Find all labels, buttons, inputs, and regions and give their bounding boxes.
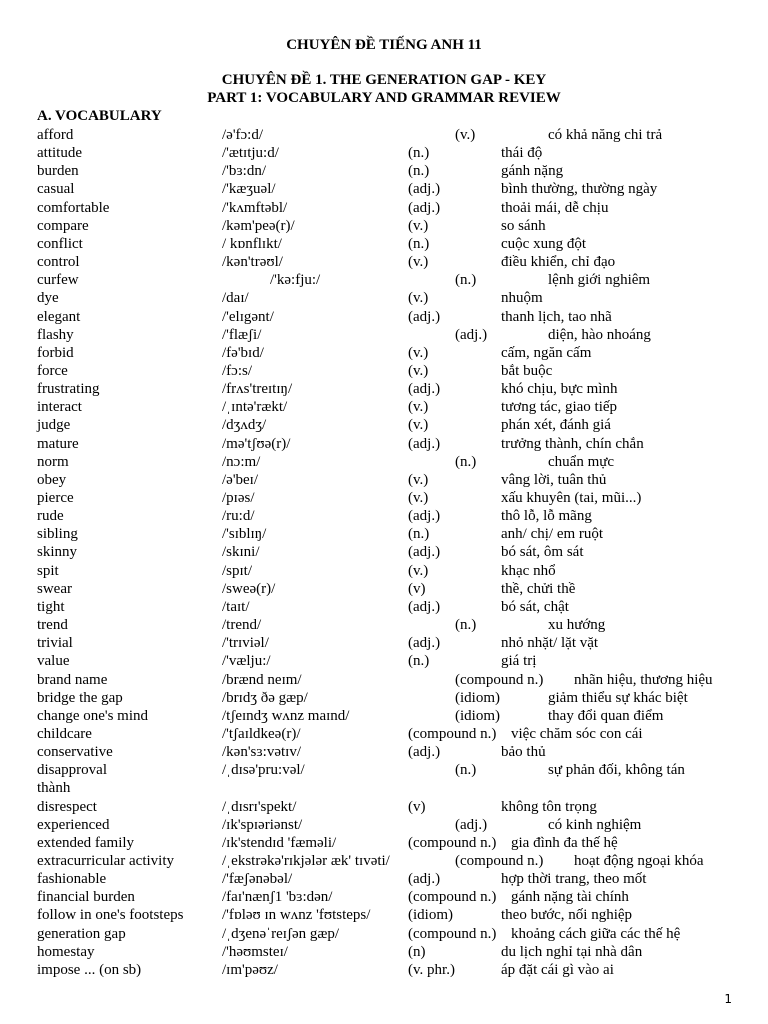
vocab-meaning: thô lỗ, lỗ mãng — [501, 508, 592, 525]
vocab-type: (n.) — [408, 653, 430, 670]
vocab-word: judge — [37, 417, 71, 434]
vocab-ipa: /ˌdɪsə'pru:vəl/ — [222, 762, 305, 779]
vocab-word: control — [37, 254, 80, 271]
doc-subtitle: CHUYÊN ĐỀ 1. THE GENERATION GAP - KEY — [221, 72, 547, 88]
vocab-ipa: /dʒʌdʒ/ — [222, 417, 267, 434]
vocab-entry — [0, 671, 768, 689]
vocab-word: flashy — [37, 326, 74, 343]
vocab-meaning: xấu khuyên (tai, mũi...) — [501, 490, 642, 506]
vocab-meaning: thề, chửi thề — [501, 580, 576, 597]
vocab-entry — [0, 362, 768, 380]
vocab-type: (compound n.) — [408, 725, 497, 742]
vocab-meaning: so sánh — [501, 217, 546, 234]
vocab-meaning: điều khiển, chỉ đạo — [501, 254, 616, 271]
vocab-entry — [0, 652, 768, 670]
vocab-type: (adj.) — [408, 598, 441, 615]
vocab-ipa: /ˌekstrəkə'rɪkjələr æk' tɪvəti/ — [222, 853, 390, 869]
vocab-meaning: việc chăm sóc con cái — [511, 725, 643, 742]
vocab-meaning: anh/ chị/ em ruột — [501, 526, 604, 543]
vocab-word: elegant — [37, 308, 81, 325]
vocab-type: (v. phr.) — [408, 961, 455, 978]
vocab-ipa: /kəm'peə(r)/ — [222, 217, 295, 234]
vocab-word: conservative — [37, 744, 113, 761]
vocab-meaning: bó sát, chật — [501, 598, 569, 615]
vocab-entry — [0, 326, 768, 344]
vocab-word: fashionable — [37, 871, 107, 888]
vocab-meaning: diện, hào nhoáng — [548, 326, 651, 343]
vocab-meaning: thay đổi quan điểm — [548, 707, 664, 724]
vocab-ipa: /ˌɪntə'rækt/ — [222, 399, 288, 416]
vocab-ipa: /'kʌmftəbl/ — [222, 199, 288, 216]
vocab-entry — [0, 761, 768, 779]
vocab-type: (v.) — [408, 362, 429, 379]
vocab-word: norm — [37, 453, 69, 470]
vocab-word: burden — [37, 163, 79, 180]
vocab-type: (v) — [408, 580, 426, 597]
vocab-ipa: /kən'sɜ:vətɪv/ — [222, 744, 301, 761]
vocab-word: interact — [37, 399, 82, 416]
vocab-word: homestay — [37, 943, 95, 960]
vocab-word: change one's mind — [37, 707, 149, 724]
vocab-ipa: /fɔ:s/ — [222, 362, 252, 379]
vocab-word: bridge the gap — [37, 689, 123, 706]
vocab-type: (v.) — [408, 399, 429, 416]
vocab-type: (n.) — [408, 526, 430, 543]
vocab-word: disapproval — [37, 762, 107, 779]
vocab-type: (adj.) — [408, 308, 441, 325]
vocab-meaning: gia đình đa thế hệ — [511, 834, 618, 851]
vocab-meaning: chuẩn mực — [548, 453, 615, 470]
vocab-type: (adj.) — [408, 508, 441, 525]
vocab-type: (n.) — [455, 272, 477, 289]
vocab-type: (adj.) — [455, 816, 488, 833]
vocab-entry — [0, 271, 768, 289]
vocab-word: obey — [37, 471, 67, 488]
vocab-ipa: /daɪ/ — [222, 290, 249, 307]
vocab-meaning: thanh lịch, tao nhã — [501, 308, 612, 325]
vocab-type: (n.) — [408, 235, 430, 252]
vocab-entry — [0, 580, 768, 598]
vocab-word: conflict — [37, 235, 83, 252]
vocab-entry — [0, 308, 768, 326]
vocab-entry — [0, 344, 768, 362]
vocab-word: financial burden — [37, 889, 135, 906]
vocab-word: value — [37, 653, 70, 670]
vocab-entry — [0, 707, 768, 725]
vocab-entry — [0, 489, 768, 507]
vocab-type: (v) — [408, 798, 426, 815]
vocab-entry — [0, 253, 768, 271]
vocab-word: generation gap — [37, 925, 126, 942]
vocab-type: (adj.) — [408, 435, 441, 452]
doc-title: CHUYÊN ĐỀ TIẾNG ANH 11 — [286, 37, 482, 53]
vocab-ipa: /'vælju:/ — [222, 653, 271, 670]
vocab-entry — [0, 816, 768, 834]
vocab-word: impose ... (on sb) — [37, 961, 142, 978]
vocab-ipa: /ɪm'pəʊz/ — [222, 961, 278, 978]
vocab-word: afford — [37, 127, 74, 143]
section-heading: A. VOCABULARY — [37, 108, 162, 124]
vocab-word: experienced — [37, 816, 110, 833]
vocab-entry — [0, 925, 768, 943]
vocab-ipa: /'trɪviəl/ — [222, 635, 269, 652]
vocab-entry — [0, 634, 768, 652]
vocab-meaning: khoảng cách giữa các thế hệ — [511, 925, 681, 942]
vocab-ipa: /'flæʃi/ — [222, 326, 262, 343]
vocab-type: (v.) — [408, 471, 429, 488]
vocab-ipa: /'kə:fju:/ — [270, 272, 321, 289]
page-number: 1 — [724, 992, 732, 1006]
vocab-entry — [0, 471, 768, 489]
vocab-meaning: không tôn trọng — [501, 798, 597, 815]
vocab-type: (v.) — [408, 254, 429, 271]
vocab-ipa: /spɪt/ — [222, 562, 253, 579]
vocab-entry — [0, 235, 768, 253]
vocab-entry — [0, 798, 768, 816]
vocab-word: trivial — [37, 635, 73, 652]
vocab-entry — [0, 507, 768, 525]
vocab-entry — [0, 398, 768, 416]
vocab-ipa: / kɒnflɪkt/ — [222, 235, 282, 252]
vocab-word: swear — [37, 580, 72, 597]
vocab-type: (adj.) — [455, 326, 488, 343]
vocab-entry — [0, 453, 768, 471]
vocab-ipa: /ə'beɪ/ — [222, 471, 259, 488]
vocab-meaning: xu hướng — [548, 617, 606, 634]
vocab-type: (v.) — [408, 490, 429, 506]
vocab-ipa: /taɪt/ — [222, 598, 250, 615]
vocab-meaning: có khả năng chi trả — [548, 127, 663, 143]
vocab-type: (idiom) — [455, 689, 500, 706]
vocab-ipa: /fə'bɪd/ — [222, 344, 264, 361]
vocab-type: (v.) — [408, 562, 429, 579]
vocab-meaning: khạc nhổ — [501, 562, 556, 579]
vocab-word: forbid — [37, 344, 74, 361]
vocab-ipa: /ə'fɔ:d/ — [222, 127, 264, 143]
vocab-word: trend — [37, 617, 68, 634]
vocab-type: (compound n.) — [455, 671, 544, 688]
vocab-ipa: /tʃeɪndʒ wʌnz maɪnd/ — [222, 707, 350, 724]
vocab-type: (n.) — [455, 617, 477, 634]
vocab-ipa: /'ætɪtju:d/ — [222, 145, 279, 162]
vocab-word: frustrating — [37, 381, 100, 398]
vocab-type: (compound n.) — [408, 834, 497, 851]
vocab-meaning: có kinh nghiệm — [548, 816, 642, 833]
vocab-type: (adj.) — [408, 181, 441, 198]
vocab-meaning: gánh nặng tài chính — [511, 889, 629, 906]
vocab-entry — [0, 961, 768, 979]
vocab-word: curfew — [37, 272, 79, 289]
vocab-ipa: /ru:d/ — [222, 508, 255, 525]
vocab-ipa: /brɪdʒ ðə gæp/ — [222, 689, 308, 706]
vocab-meaning: giảm thiểu sự khác biệt — [548, 689, 688, 706]
vocab-word: dye — [37, 290, 59, 307]
vocab-meaning: gánh nặng — [501, 163, 564, 180]
vocab-word: extended family — [37, 834, 135, 851]
vocab-entry — [0, 598, 768, 616]
vocab-ipa: /skɪni/ — [222, 544, 260, 561]
vocab-type: (adj.) — [408, 199, 441, 216]
vocab-meaning: thái độ — [501, 145, 543, 162]
vocab-entry — [0, 852, 768, 870]
vocab-word: casual — [37, 181, 75, 198]
vocab-type: (adj.) — [408, 635, 441, 652]
vocab-entry — [0, 144, 768, 162]
vocab-type: (compound n.) — [455, 853, 544, 869]
vocab-type: (v.) — [455, 127, 476, 143]
vocab-meaning: phán xét, đánh giá — [501, 417, 611, 434]
vocab-meaning: vâng lời, tuân thủ — [501, 471, 607, 488]
vocab-entry — [0, 199, 768, 217]
vocab-meaning: nhuộm — [501, 290, 543, 307]
vocab-meaning: sự phản đối, không tán — [548, 762, 685, 779]
vocab-ipa: /sweə(r)/ — [222, 580, 276, 597]
vocab-ipa: /faɪ'nænʃ1 'bɜ:dən/ — [222, 889, 333, 906]
vocab-meaning: bó sát, ôm sát — [501, 544, 584, 561]
vocab-type: (idiom) — [455, 707, 500, 724]
vocab-word: spit — [37, 562, 59, 579]
vocab-meaning: cuộc xung đột — [501, 235, 586, 252]
vocab-word: extracurricular activity — [37, 853, 175, 869]
vocab-word: comfortable — [37, 199, 110, 216]
vocab-ipa: /trend/ — [222, 617, 262, 634]
vocab-word: disrespect — [37, 798, 97, 815]
vocab-ipa: /'fɒləʊ ɪn wʌnz 'fʊtsteps/ — [222, 907, 371, 924]
vocab-word: rude — [37, 508, 64, 525]
vocab-ipa: /ɪk'spɪəriənst/ — [222, 816, 303, 833]
vocab-entry — [0, 180, 768, 198]
vocab-entry — [0, 435, 768, 453]
vocab-meaning: nhãn hiệu, thương hiệu — [574, 671, 713, 688]
vocab-ipa: /'bɜ:dn/ — [222, 163, 267, 180]
vocab-meaning: hoạt động ngoại khóa — [574, 853, 704, 869]
vocab-ipa: /brænd neɪm/ — [222, 671, 302, 688]
vocab-meaning: khó chịu, bực mình — [501, 381, 618, 398]
vocab-ipa: /'tʃaɪldkeə(r)/ — [222, 725, 301, 742]
vocab-entry — [0, 380, 768, 398]
vocab-type: (v.) — [408, 417, 429, 434]
vocab-word: pierce — [37, 490, 74, 506]
vocab-ipa: /'sɪblɪŋ/ — [222, 526, 267, 543]
vocab-type: (n.) — [408, 163, 430, 180]
vocab-type: (v.) — [408, 217, 429, 234]
vocab-entry — [0, 689, 768, 707]
vocab-entry — [0, 525, 768, 543]
vocab-meaning: cấm, ngăn cấm — [501, 344, 592, 361]
vocab-type: (v.) — [408, 290, 429, 307]
vocab-word: mature — [37, 435, 79, 452]
vocab-word: follow in one's footsteps — [37, 907, 184, 924]
vocab-entry — [0, 562, 768, 580]
vocab-entry — [0, 616, 768, 634]
vocab-ipa: /ˌdʒenəˈreɪʃən gæp/ — [222, 925, 340, 942]
vocab-ipa: /'fæʃənəbəl/ — [222, 871, 293, 888]
vocab-ipa: /nɔ:m/ — [222, 453, 261, 470]
vocab-word: force — [37, 362, 68, 379]
vocab-entry — [0, 416, 768, 434]
vocab-ipa: /pɪəs/ — [222, 490, 255, 506]
vocab-meaning: du lịch nghỉ tại nhà dân — [501, 943, 643, 960]
vocab-word: compare — [37, 217, 89, 234]
vocab-ipa: /ˌdɪsrɪ'spekt/ — [222, 798, 297, 815]
vocab-entry — [0, 834, 768, 852]
vocab-meaning: nhỏ nhặt/ lặt vặt — [501, 635, 599, 652]
vocab-meaning: trưởng thành, chín chắn — [501, 435, 644, 452]
vocab-word: attitude — [37, 145, 82, 162]
vocab-ipa: /kən'trəʊl/ — [222, 254, 283, 271]
vocab-type: (compound n.) — [408, 925, 497, 942]
vocab-ipa: /mə'tʃʊə(r)/ — [222, 435, 291, 452]
vocab-entry — [0, 906, 768, 924]
vocab-meaning: tương tác, giao tiếp — [501, 399, 618, 416]
vocab-type: (adj.) — [408, 871, 441, 888]
vocab-word: thành — [37, 780, 71, 797]
vocab-entry — [0, 725, 768, 743]
vocab-word: brand name — [37, 671, 108, 688]
vocab-entry — [0, 743, 768, 761]
vocab-type: (adj.) — [408, 381, 441, 398]
vocab-meaning: bình thường, thường ngày — [501, 181, 658, 198]
vocab-entry — [0, 779, 768, 797]
vocab-entry — [0, 943, 768, 961]
vocab-meaning: lệnh giới nghiêm — [548, 272, 651, 289]
vocab-word: childcare — [37, 725, 92, 742]
vocab-meaning: giá trị — [501, 653, 537, 670]
vocab-entry — [0, 543, 768, 561]
vocab-meaning: bắt buộc — [501, 362, 553, 379]
vocab-word: tight — [37, 598, 65, 615]
vocab-entry — [0, 126, 768, 144]
vocab-type: (n) — [408, 943, 426, 960]
vocab-ipa: /'elɪgənt/ — [222, 308, 274, 325]
vocab-meaning: thoải mái, dễ chịu — [501, 199, 609, 216]
vocab-type: (compound n.) — [408, 889, 497, 906]
vocab-type: (n.) — [408, 145, 430, 162]
vocab-type: (n.) — [455, 762, 477, 779]
vocab-entry — [0, 289, 768, 307]
vocab-entry — [0, 217, 768, 235]
vocab-meaning: hợp thời trang, theo mốt — [501, 871, 647, 888]
vocab-entry — [0, 888, 768, 906]
vocab-meaning: theo bước, nối nghiệp — [501, 907, 633, 924]
vocab-ipa: /ɪk'stendɪd 'fæməli/ — [222, 834, 337, 851]
vocab-type: (adj.) — [408, 544, 441, 561]
vocab-ipa: /frʌs'treɪtɪŋ/ — [222, 381, 293, 398]
vocab-word: skinny — [37, 544, 78, 561]
doc-part-heading: PART 1: VOCABULARY AND GRAMMAR REVIEW — [207, 90, 561, 106]
vocab-meaning: bảo thủ — [501, 744, 546, 761]
vocab-meaning: áp đặt cái gì vào ai — [501, 961, 614, 978]
vocab-type: (idiom) — [408, 907, 453, 924]
vocab-entry — [0, 162, 768, 180]
vocab-type: (n.) — [455, 453, 477, 470]
vocab-type: (adj.) — [408, 744, 441, 761]
vocab-entry — [0, 870, 768, 888]
vocab-ipa: /'kæʒuəl/ — [222, 181, 276, 198]
vocab-ipa: /'həʊmsteɪ/ — [222, 943, 288, 960]
vocab-type: (v.) — [408, 344, 429, 361]
vocab-word: sibling — [37, 526, 78, 543]
